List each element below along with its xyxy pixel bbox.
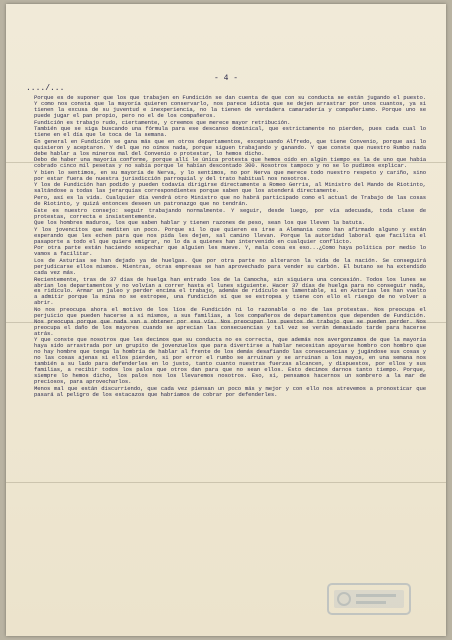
paragraph: Por otra parte están haciendo sospechar que alguien les mueve. Y, mala cosa es eso...¿Como haya política por medio lo vamos a facilitar. — [34, 244, 426, 258]
paragraph: Y los jovencitos que mediten un poco. Porque si lo que quieren es irse a Alemania como han afirmado alguno y están esperando que les echen para que nos pida les dejen, sal camino llevan. Porque la autoridad laboral que facilita el pasaporte a todo el que quiere emigrar, no lo da a quienes han intervenido en cualquier conflicto. — [34, 225, 426, 245]
paragraph: También que se siga buscando una fórmula para ese descanso dominical, que estrictamente no pierden, pues cada cual lo tiene en el día que le toca de la semana. — [34, 125, 426, 139]
stamp-graphic — [326, 578, 412, 620]
paragraph: Porque es de suponer que los que trabajen en Fundición se dan cuenta de que con su conducta se están jugando el puesto. Y como nos consta que la mayoría quieren conservarlo, nos parece idiota que se dejen arrastrar por unos cuantos, ya si tienen la excusa de su juventud e inexperiencia, no la tienen de verdadera camaradería y compañerismo. Porque uno se puede jugar el pan propio, pero no el de los compañeros. — [34, 94, 426, 119]
document-page — [6, 4, 446, 636]
paragraph: Recientemente, tras de 37 días de huelga han entrado los de la Camocha, sin siquiera una concesión. Todos los lunes se abrían los departamentos y no volvían a correr hasta el lunes siguiente. Hacer 37 días de huelga para no conseguir nada, es ridículo. Armar un jaleo y perder encima el trabajo, además de ridículo es lamentable, si en Asturias les han vuelto a admitir porque la mina no se estropee, una fundición sí que se estropea y tiene con ello el riesgo de no volver a abrir. — [34, 275, 426, 307]
paragraph: En general en Fundición se gana más que en otros departamentos, exceptuando Alfredo, que tiene Convenio, porque así lo quisieron y aceptaron. Y del que no oímos nada, porque siguen trabajando y ganando. Y que conste que nuestro Rumbo nada debe hablar a los mineros mal del Convenio o protestar, lo hemos dicho. — [34, 137, 426, 157]
paper-fold-line — [6, 482, 446, 483]
paragraph: Que los hombres maduros, los que saben hablar y tienen razones de peso, sean los que lleven la batuta. — [34, 219, 365, 227]
document-body — [34, 95, 426, 398]
paragraph: Fundición es trabajo rudo, ciertamente, y creemos que merece mayor retribución. — [34, 118, 291, 126]
paragraph: Y los de Fundición han podido y pueden todavía dirigirse directamente a Romeo Gerris, al Ministro del Mando de Riotinto, saltándose a todas las jerarquías correspondientes porque saben que los atenderá directamente. — [34, 181, 426, 195]
paragraph: No nos preocupa ahora el motivo de los líos de Fundición ni lo razonable o no de las protestas. Nos preocupa el perjuicio que pueden hacerse a sí mismos, a sus familias, a los compañeros de departamentos que dependen de Fundición. Nos preocupa porque que nada van a obtener por esa vía. Nos preocupan los puestos de trabajo que se pueden perder. Nos preocupa el daño de los mayores cuando se aprecian las consecuencias y tal vez se verán demasiado tarde para hacerse atrás. — [34, 306, 426, 337]
paragraph: Debo de haber una mayoría conforme, porque allí le única protesta que hemos oído en algún tiempo es la de uno que había cobrado cinco mil pesetas y no sabía porque le habían descontado 300. Nosotros tampoco y no se lo pudimos explicar. — [34, 156, 426, 170]
archive-stamp — [326, 578, 412, 620]
paragraph: Los de Asturias se han dejado ya de huelgas. Que por otra parte no alteraron la vida de la nación. Se conseguirá perjudicarse ellos mismos. Mientras, otras empresas se han aprovechado para vender su carbón. El butano se ha extendido cada vez más. — [34, 257, 426, 276]
paragraph: Este es nuestro consejo: seguir trabajando normalmente. Y seguir, desde luego, por vía adecuada, toda clase de protestas, correcta e insistentemente. — [34, 206, 426, 220]
paragraph: Y que conste que nosotros que les decimos que su conducta no es correcta, que además nos avergonzamos de que la mayoría haya sido arrastrada por un grupito de jovenzuelos que para divertirse a hablar necesitan apoyarse hombro con hombro que no hay hombre que tenga la hombría de hablar al frente de los demás desafiando las consecuencias y jugándose sus cosas y no las cosas ajenas si ellos pierden, si por error el rumbo se arruinan y se arruinan a los mayos, en una semana nos también a su lado para defenderles en lo justo, tanto cuanto nuestras fuerzas alcancen, y dispuestos, por ellos y sus familias, a recibir todos los palos que otros dan para que no sean ellos. Esto decimos darnos tanto tiempo. Porque, siempre lo hemos dicho, los palos nos los llevaremos nosotros. Eso, sí, pensamos hacernos un sombrero a la mar de preciosos, para aprovecharlos. — [34, 336, 426, 386]
paragraph: Menos mal que están discurriendo, que cada vez piensan un poco más y mejor y con ello nos atrevemos a pronosticar que pasará al peligro de los estacazos que habríamos de cobrar por defenderles. — [34, 384, 426, 398]
page-number: - 4 - — [213, 74, 238, 83]
paragraph: Y bien lo sentimos, en su mayoría de Nerva, y lo sentimos, no por Nerva que merece todo nuestro respeto y cariño, sino por estar fuera de nuestra jurisdicción parroquial y del trato habitual nos nosotros. — [34, 168, 426, 182]
continuation-mark: ..../... — [26, 84, 65, 93]
paragraph: Pero, así es la vida. Cualquier día vendrá otro Ministro que no habrá participado como el actual de Trabajo de las cosas de Riotinto, y quizá entonces deseen un patronazgo que no tendrán. — [34, 194, 426, 208]
